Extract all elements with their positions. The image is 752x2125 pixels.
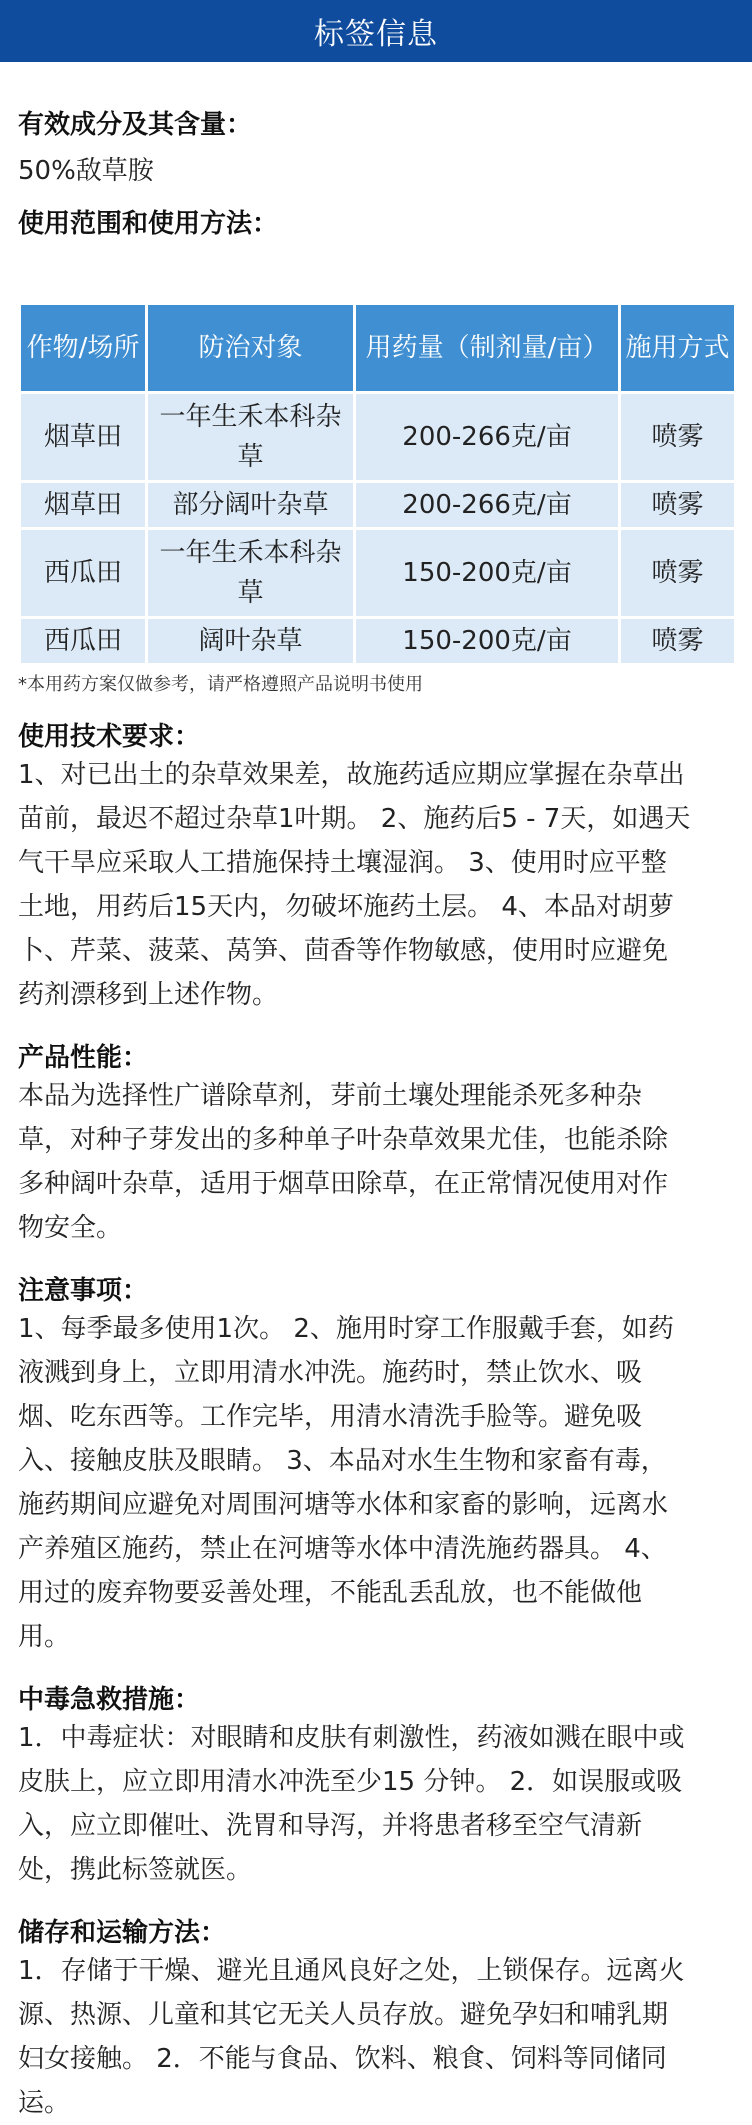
table-row bbox=[21, 619, 734, 663]
text-line: 烟、吃东西等。工作完毕，用清水清洗手脸等。避免吸 bbox=[18, 1402, 643, 1432]
table-cell: 一年生禾本科杂草 bbox=[148, 530, 353, 616]
section-precautions bbox=[18, 1270, 734, 1659]
section-heading: 中毒急救措施： bbox=[18, 1685, 201, 1715]
text-line: 妇女接触。 2．不能与食品、饮料、粮食、饲料等同储同 bbox=[18, 2044, 667, 2074]
section-storage-transport bbox=[18, 1912, 734, 2125]
section-product-performance bbox=[18, 1037, 734, 1250]
text-line: 皮肤上，应立即用清水冲洗至少15 分钟。 2．如误服或吸 bbox=[18, 1767, 683, 1797]
table-cell: 150-200克/亩 bbox=[356, 530, 618, 616]
page-header bbox=[0, 0, 752, 62]
section-technical-requirements bbox=[18, 716, 734, 1017]
section-heading: 储存和运输方法： bbox=[18, 1918, 227, 1948]
section-first-aid bbox=[18, 1679, 734, 1892]
usage-note: *本用药方案仅做参考，请严格遵照产品说明书使用 bbox=[18, 674, 423, 695]
table-cell: 烟草田 bbox=[21, 483, 145, 527]
table-cell: 喷雾 bbox=[621, 530, 734, 616]
text-line: 源、热源、儿童和其它无关人员存放。避免孕妇和哺乳期 bbox=[18, 2000, 669, 2030]
label-content bbox=[0, 104, 752, 2125]
table-cell: 喷雾 bbox=[621, 394, 734, 480]
page-title: 标签信息 bbox=[314, 17, 438, 52]
ingredient-heading: 有效成分及其含量： bbox=[18, 110, 253, 140]
text-line: 本品为选择性广谱除草剂，芽前土壤处理能杀死多种杂 bbox=[18, 1081, 643, 1111]
text-line: 入、接触皮肤及眼睛。 3、本品对水生生物和家畜有毒， bbox=[18, 1446, 667, 1476]
usage-heading: 使用范围和使用方法： bbox=[18, 209, 279, 239]
column-header-dosage: 用药量（制剂量/亩） bbox=[356, 305, 618, 391]
table-row bbox=[21, 530, 734, 616]
table-cell: 部分阔叶杂草 bbox=[148, 483, 353, 527]
ingredient-value: 50%敌草胺 bbox=[18, 156, 154, 186]
table-cell: 喷雾 bbox=[621, 483, 734, 527]
text-line: 草，对种子芽发出的多种单子叶杂草效果尤佳，也能杀除 bbox=[18, 1125, 669, 1155]
table-row bbox=[21, 483, 734, 527]
text-line: 用过的废弃物要妥善处理，不能乱丢乱放，也不能做他 bbox=[18, 1578, 643, 1608]
section-heading: 注意事项： bbox=[18, 1276, 149, 1306]
table-cell: 200-266克/亩 bbox=[356, 483, 618, 527]
column-header-method: 施用方式 bbox=[621, 305, 734, 391]
table-cell: 150-200克/亩 bbox=[356, 619, 618, 663]
text-line: 气干旱应采取人工措施保持土壤湿润。 3、使用时应平整 bbox=[18, 848, 667, 878]
table-cell: 西瓜田 bbox=[21, 619, 145, 663]
column-header-target: 防治对象 bbox=[148, 305, 353, 391]
column-header-crop: 作物/场所 bbox=[21, 305, 145, 391]
text-line: 1、对已出土的杂草效果差，故施药适应期应掌握在杂草出 bbox=[18, 760, 685, 790]
text-line: 物安全。 bbox=[18, 1213, 123, 1243]
text-line: 液溅到身上，立即用清水冲洗。施药时，禁止饮水、吸 bbox=[18, 1358, 643, 1388]
section-heading: 产品性能： bbox=[18, 1043, 149, 1073]
usage-table bbox=[18, 302, 737, 666]
text-line: 1、每季最多使用1次。 2、施用时穿工作服戴手套，如药 bbox=[18, 1314, 674, 1344]
table-cell: 一年生禾本科杂草 bbox=[148, 394, 353, 480]
text-line: 药剂漂移到上述作物。 bbox=[18, 980, 279, 1010]
text-line: 入，应立即催吐、洗胃和导泻，并将患者移至空气清新 bbox=[18, 1811, 643, 1841]
table-cell: 西瓜田 bbox=[21, 530, 145, 616]
table-cell: 喷雾 bbox=[621, 619, 734, 663]
text-line: 1．存储于干燥、避光且通风良好之处，上锁保存。远离火 bbox=[18, 1956, 685, 1986]
section-heading: 使用技术要求： bbox=[18, 722, 201, 752]
table-header-row bbox=[21, 305, 734, 391]
table-cell: 200-266克/亩 bbox=[356, 394, 618, 480]
table-cell: 烟草田 bbox=[21, 394, 145, 480]
text-line: 处，携此标签就医。 bbox=[18, 1855, 253, 1885]
text-line: 土地，用药后15天内，勿破坏施药土层。 4、本品对胡萝 bbox=[18, 892, 674, 922]
text-line: 苗前，最迟不超过杂草1叶期。 2、施药后5 - 7天，如遇天 bbox=[18, 804, 691, 834]
text-line: 运。 bbox=[18, 2088, 71, 2118]
text-line: 1．中毒症状：对眼睛和皮肤有刺激性，药液如溅在眼中或 bbox=[18, 1723, 685, 1753]
text-line: 用。 bbox=[18, 1622, 71, 1652]
text-line: 多种阔叶杂草，适用于烟草田除草，在正常情况使用对作 bbox=[18, 1169, 669, 1199]
text-line: 卜、芹菜、菠菜、莴笋、茴香等作物敏感，使用时应避免 bbox=[18, 936, 669, 966]
table-row bbox=[21, 394, 734, 480]
text-line: 施药期间应避免对周围河塘等水体和家畜的影响，远离水 bbox=[18, 1490, 669, 1520]
text-line: 产养殖区施药，禁止在河塘等水体中清洗施药器具。 4、 bbox=[18, 1534, 667, 1564]
table-cell: 阔叶杂草 bbox=[148, 619, 353, 663]
